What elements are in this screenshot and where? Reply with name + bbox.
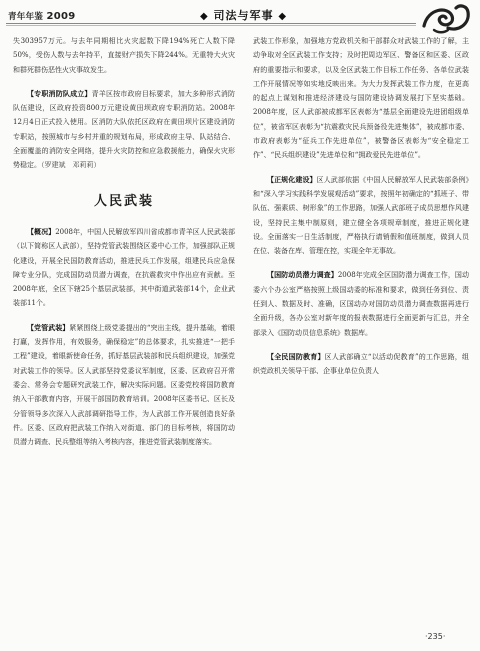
paragraph: 武装工作形象，加强地方党政机关和干部群众对武装工作的了解，主动争取对全区武装工作支持；及时把周边军区、警备区和区委、区政府的重要指示和要求，以及全区武装工作目标工作任务、各单位武装工作开展情况等如实地反映出来。为大力发挥武装工作力度，在更高的起点上谋划和推进经济建设与国防建设协调发展打下坚实基础。2008年度，区人武部被成都军区表彰为“基层全面建设先进团组级单位”，被省军区表彰为“抗震救灾民兵预备役先进集体”，被成都市委、市政府表彰为“征兵工作先进单位”，被警备区表彰为“安全稳定工作”、“民兵组织建设”先进单位和“拥政爱民先进单位”。 (253, 37, 469, 160)
left-column (13, 34, 235, 459)
paragraph-text: 2008年，中国人民解放军四川省成都市青羊区人民武装部（以下简称区人武部），坚持党管武装围绕区委中心工作，加强部队正规化建设，开展全民国防教育活动，推进民兵工作发展，组建民兵应急保障专业分队，完成国防动员潜力调查，在抗震救灾中作出应有贡献。至2008年底，全区下辖25个基层武装部，其中街道武装部14个，企业武装部11个。 (13, 227, 235, 308)
paragraph: 失303957万元。与去年同期相比火灾起数下降194%死亡人数下降50%，受伤人数与去年持平，直接财产损失下降244%。无重特大火灾和群死群伤恶性火灾事故发生。 (13, 37, 235, 74)
diamond-right-icon: ◆ (278, 11, 288, 22)
section-title: 人民武装 (93, 193, 154, 209)
publication-title: 青年年鉴 (8, 12, 44, 22)
paragraph-heading: 【概况】 (27, 226, 56, 236)
paragraph-text: 2008年完成全区国防潜力调查工作，国动委六个办公室严格按照上级国动委的标准和要求，做到任务到位、责任到人、数据及时、准确，区国动办对国防动员潜力调查数据再进行全面升级，各办公室对新年度的报表数据进行全面更新与汇总，并全部录入《国防动员信息系统》数据库。 (253, 271, 469, 337)
header-rule (6, 23, 416, 24)
paragraph-text: 紧紧围绕上级党委提出的“突出主线，提升基础，着眼打赢，发挥作用，有效服务，确保稳定”的总体要求，扎实推进“一把手工程”建设，着眼新使命任务，抓好基层武装部和民兵组织建设，加强党对武装工作的领导。区人武部坚持党委议军制度，区委、区政府召开常委会、常务会专题研究武装工作，解决实际问题。区委党校将国防教育纳入干部教育内容，开展干部国防教育培训。2008年区委书记、区长及分管领导多次深入人武部调研指导工作，为人武部工作开展创造良好条件。区委、区政府把武装工作纳入对街道、部门的目标考核，将国防动员潜力调查、民兵整组等纳入考核内容，推进党管武装制度落实。 (13, 323, 236, 447)
author-signature: （罗建斌 邓莉莉） (41, 161, 101, 170)
paragraph (253, 173, 469, 259)
paragraph (253, 268, 469, 339)
paragraph (253, 350, 469, 379)
diamond-left-icon: ◆ (200, 11, 209, 22)
paragraph-text: 区人武部依据《中国人民解放军人民武装部条例》和“深入学习实践科学发展观活动”要求，按照年初确定的“抓班子、带队伍、强素质、树形象”的工作思路，加强人武部班子成员思想作风建设，坚持民主集中制原则，建立健全各项规章制度，推进正规化建设。全面落实一日生活制度，严格执行请销假和值班制度，做到人员在位、装备在库、管理在控，实现全年无事故。 (253, 175, 469, 256)
publication-year: 2009 (46, 11, 76, 22)
paragraph-heading: 【全民国防教育】 (267, 351, 325, 361)
paragraph (13, 225, 235, 311)
paragraph (13, 321, 235, 450)
section-name: 司法与军事 (213, 9, 274, 22)
paragraph-heading: 【党管武装】 (27, 322, 70, 332)
publication-name (8, 10, 76, 22)
header-rule-thin (6, 25, 416, 26)
paragraph-heading: 【国防动员潜力调查】 (267, 270, 338, 280)
paragraph (13, 87, 235, 173)
section-header (200, 7, 287, 23)
page-number: ·235· (425, 632, 446, 641)
paragraph-text: 区人武部确立“以活动促教育”的工作思路，组织党政机关领导干部、企事业单位负责人 (253, 352, 469, 376)
paragraph-text: 青羊区按市政府目标要求，加大多种形式消防队伍建设，区政府投资800万元建设黄田坝政府专职消防站。2008年12月4日正式投入使用。区消防大队依托区政府在黄田坝片区建设消防专职站，按照城市与乡村并重的规划布局，形成政府主导、队站结合、全面覆盖的消防安全网络，提升火灾防控和应急救援能力，确保火灾形势稳定。 (13, 89, 236, 170)
right-column (253, 34, 469, 389)
paragraph-heading: 【专职消防队成立】 (27, 88, 92, 98)
paragraph-heading: 【正规化建设】 (267, 174, 317, 184)
